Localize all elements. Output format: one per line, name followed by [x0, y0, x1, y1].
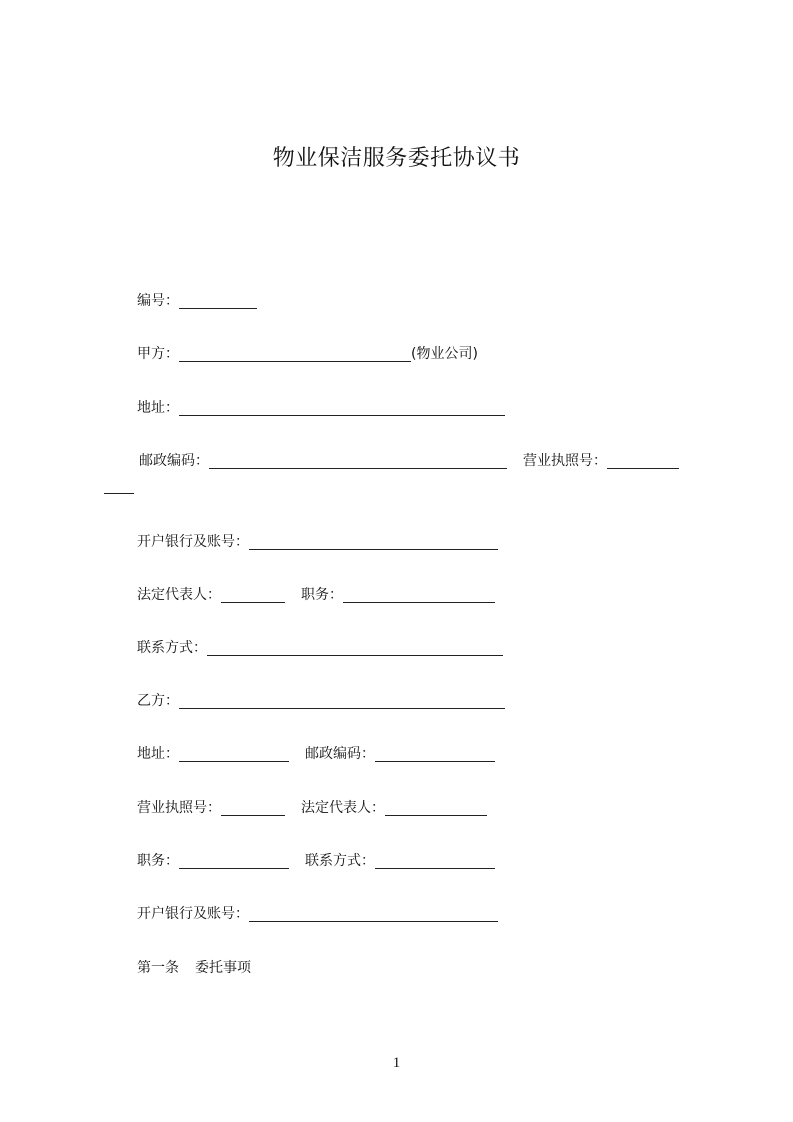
party-a-postcode-blank: [209, 453, 507, 469]
party-b-postcode-label: 邮政编码：: [305, 746, 375, 762]
party-b-contact-label: 联系方式：: [305, 853, 375, 869]
party-b-bank-blank: [249, 906, 498, 922]
page-number: 1: [392, 1055, 401, 1071]
party-a-license-continuation: [104, 478, 134, 496]
party-b-legal-rep-blank: [385, 800, 487, 816]
party-b-legal-rep-label: 法定代表人：: [301, 800, 385, 816]
party-b-address-row: [137, 744, 495, 764]
party-b-contact-blank: [375, 853, 495, 869]
party-b-blank: [179, 693, 505, 709]
party-a-license-blank-wrap: [104, 478, 134, 494]
party-a-bank-blank: [249, 534, 498, 550]
party-b-address-blank: [179, 746, 289, 762]
party-b-bank-row: [137, 904, 498, 924]
party-b-position-label: 职务：: [137, 853, 179, 869]
party-a-legal-rep-label: 法定代表人：: [137, 587, 221, 603]
party-b-license-row: [137, 798, 487, 818]
party-a-postcode-label: 邮政编码：: [139, 453, 209, 469]
party-a-suffix: (物业公司): [411, 346, 478, 362]
party-a-postcode-row: [139, 451, 679, 471]
party-b-postcode-blank: [375, 746, 495, 762]
party-b-bank-label: 开户银行及账号：: [137, 906, 249, 922]
party-a-bank-row: [137, 532, 498, 552]
party-b-position-row: [137, 851, 495, 871]
party-b-license-blank: [221, 800, 285, 816]
number-blank: [179, 293, 257, 309]
number-row: [137, 291, 257, 311]
article-1-heading: [137, 958, 251, 978]
party-a-bank-label: 开户银行及账号：: [137, 534, 249, 550]
number-label: 编号：: [137, 293, 179, 309]
party-a-row: [137, 344, 478, 364]
article-1-title: 委托事项: [195, 960, 251, 976]
party-a-contact-label: 联系方式：: [137, 640, 207, 656]
party-a-contact-blank: [207, 640, 503, 656]
party-b-label: 乙方：: [137, 693, 179, 709]
party-b-position-blank: [179, 853, 289, 869]
article-1-label: 第一条: [137, 960, 179, 976]
party-a-position-blank: [343, 587, 495, 603]
party-a-license-label: 营业执照号：: [523, 453, 607, 469]
party-a-address-blank: [179, 400, 505, 416]
party-a-license-blank: [607, 453, 679, 469]
party-b-address-label: 地址：: [137, 746, 179, 762]
party-a-blank: [179, 346, 411, 362]
party-b-license-label: 营业执照号：: [137, 800, 221, 816]
party-b-row: [137, 691, 505, 711]
party-a-legal-rep-blank: [221, 587, 285, 603]
party-a-position-label: 职务：: [301, 587, 343, 603]
party-a-contact-row: [137, 638, 503, 658]
party-a-address-row: [137, 398, 505, 418]
party-a-rep-row: [137, 585, 495, 605]
document-title: 物业保洁服务委托协议书: [272, 146, 521, 171]
party-a-label: 甲方：: [137, 346, 179, 362]
party-a-address-label: 地址：: [137, 400, 179, 416]
